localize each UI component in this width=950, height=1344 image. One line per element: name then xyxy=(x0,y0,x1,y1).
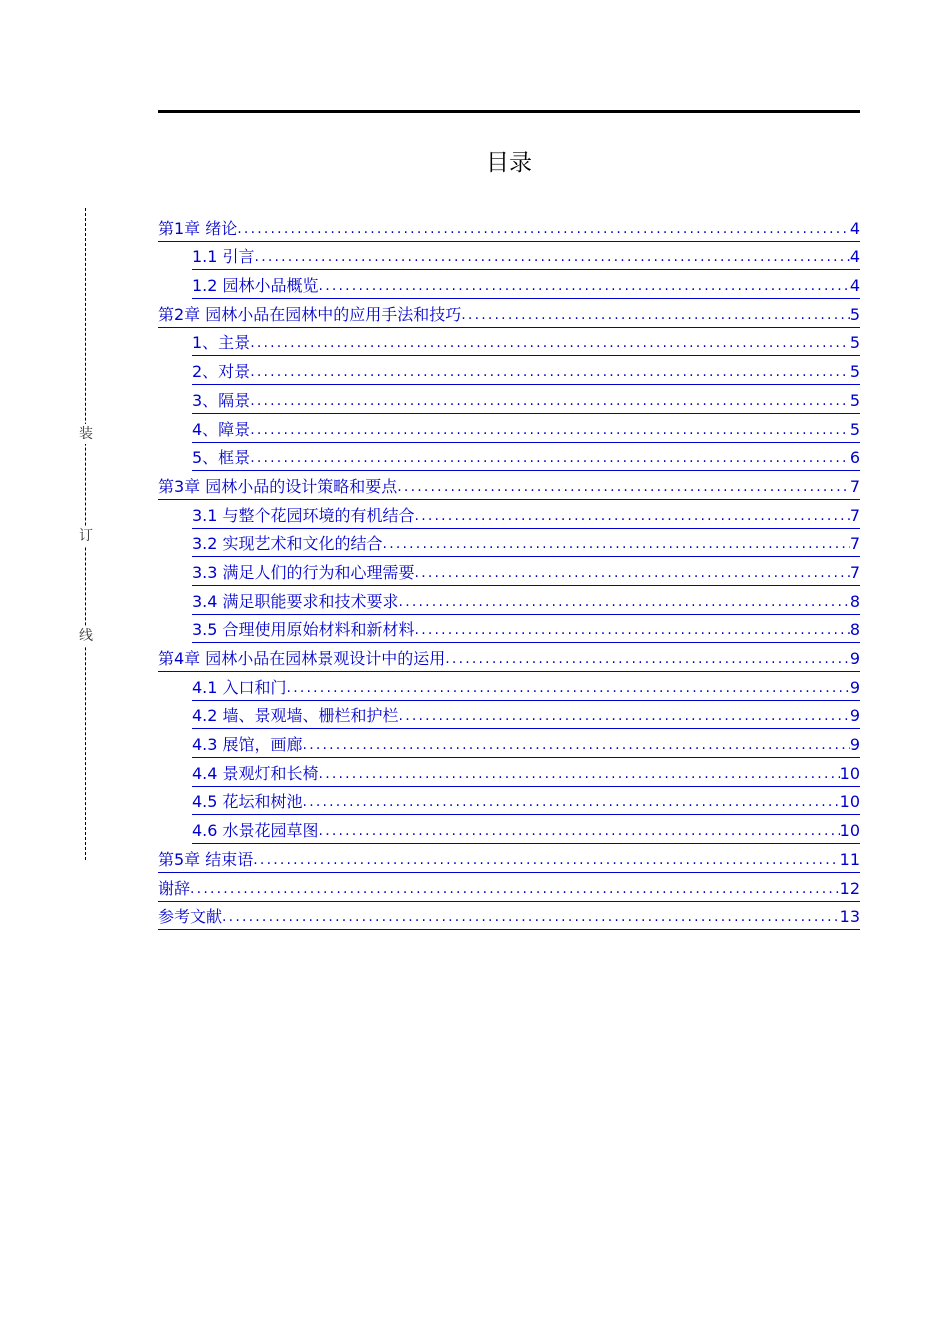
toc-dot-leader xyxy=(415,506,850,529)
toc-entry[interactable] xyxy=(158,356,860,385)
toc-dot-leader xyxy=(303,792,840,815)
toc-dot-leader xyxy=(399,592,850,615)
toc-entry[interactable] xyxy=(158,615,860,644)
toc-dot-leader xyxy=(250,420,850,443)
toc-entry[interactable] xyxy=(158,758,860,787)
toc-entry-label: 4.1 入口和门 xyxy=(192,678,287,701)
toc-entry-label: 4、障景 xyxy=(192,420,250,443)
binding-mark-ding: 订 xyxy=(74,526,98,546)
toc-page-number: 8 xyxy=(850,620,860,643)
toc-page-number: 9 xyxy=(850,706,860,729)
header-rule xyxy=(158,110,860,113)
toc-dot-leader xyxy=(397,477,850,500)
toc-dot-leader xyxy=(255,247,850,270)
toc-entry-label: 1、主景 xyxy=(192,333,250,356)
toc-entry[interactable] xyxy=(158,242,860,271)
toc-page-number: 7 xyxy=(850,534,860,557)
toc-entry[interactable] xyxy=(158,385,860,414)
toc-entry-label: 第5章 结束语 xyxy=(158,850,253,873)
toc-dot-leader xyxy=(319,764,840,787)
toc-dot-leader xyxy=(319,276,850,299)
toc-entry[interactable] xyxy=(158,557,860,586)
toc-dot-leader xyxy=(190,879,840,902)
toc-entry-label: 4.3 展馆，画廊 xyxy=(192,735,303,758)
binding-mark-xian: 线 xyxy=(74,626,98,646)
toc-page-number: 8 xyxy=(850,592,860,615)
toc-entry[interactable] xyxy=(158,844,860,873)
toc-page-number: 9 xyxy=(850,735,860,758)
toc-page-number: 11 xyxy=(840,850,860,873)
toc-entry[interactable] xyxy=(158,902,860,931)
toc-dot-leader xyxy=(319,821,840,844)
toc-dot-leader xyxy=(250,391,850,414)
toc-dot-leader xyxy=(250,333,850,356)
toc-entry-label: 4.4 景观灯和长椅 xyxy=(192,764,319,787)
toc-dot-leader xyxy=(222,907,840,930)
toc-entry-label: 3.4 满足职能要求和技术要求 xyxy=(192,592,399,615)
toc-page-number: 5 xyxy=(850,333,860,356)
toc-page-number: 6 xyxy=(850,448,860,471)
toc-entry[interactable] xyxy=(158,213,860,242)
toc-dot-leader xyxy=(287,678,850,701)
toc-entry-label: 4.6 水景花园草图 xyxy=(192,821,319,844)
toc-page-number: 4 xyxy=(850,219,860,242)
toc-page-number: 13 xyxy=(840,907,860,930)
toc-dot-leader xyxy=(250,362,850,385)
toc-page-number: 5 xyxy=(850,391,860,414)
toc-entry-label: 1.2 园林小品概览 xyxy=(192,276,319,299)
toc-entry[interactable] xyxy=(158,672,860,701)
toc-entry[interactable] xyxy=(158,815,860,844)
toc-dot-leader xyxy=(250,448,850,471)
toc-entry[interactable] xyxy=(158,529,860,558)
toc-dot-leader xyxy=(399,706,850,729)
toc-entry[interactable] xyxy=(158,643,860,672)
toc-entry-label: 第2章 园林小品在园林中的应用手法和技巧 xyxy=(158,305,461,328)
toc-dot-leader xyxy=(237,219,850,242)
toc-dot-leader xyxy=(383,534,850,557)
toc-page-number: 10 xyxy=(840,821,860,844)
toc-entry-label: 3.2 实现艺术和文化的结合 xyxy=(192,534,383,557)
toc-entry-label: 参考文献 xyxy=(158,907,222,930)
binding-margin xyxy=(72,208,100,860)
toc-entry-label: 谢辞 xyxy=(158,879,190,902)
toc-entry[interactable] xyxy=(158,328,860,357)
toc-entry-label: 第1章 绪论 xyxy=(158,219,237,242)
toc-dot-leader xyxy=(461,305,850,328)
toc-entry-label: 第4章 园林小品在园林景观设计中的运用 xyxy=(158,649,445,672)
toc-entry[interactable] xyxy=(158,586,860,615)
toc-dot-leader xyxy=(253,850,839,873)
toc-page-number: 7 xyxy=(850,506,860,529)
toc-entry-label: 4.5 花坛和树池 xyxy=(192,792,303,815)
toc-page-number: 5 xyxy=(850,420,860,443)
toc-page-number: 5 xyxy=(850,305,860,328)
toc-entry-label: 4.2 墙、景观墙、栅栏和护栏 xyxy=(192,706,399,729)
binding-mark-zhuang: 装 xyxy=(74,424,98,444)
toc-dot-leader xyxy=(415,563,850,586)
toc-entry-label: 1.1 引言 xyxy=(192,247,255,270)
toc-page-number: 4 xyxy=(850,247,860,270)
toc-entry[interactable] xyxy=(158,270,860,299)
toc-entry-label: 3、隔景 xyxy=(192,391,250,414)
toc-entry[interactable] xyxy=(158,873,860,902)
toc-page-number: 5 xyxy=(850,362,860,385)
toc-dot-leader xyxy=(415,620,850,643)
table-of-contents xyxy=(158,213,860,930)
toc-entry[interactable] xyxy=(158,701,860,730)
toc-page-number: 7 xyxy=(850,477,860,500)
toc-page-number: 10 xyxy=(840,764,860,787)
toc-page-number: 4 xyxy=(850,276,860,299)
page-title: 目录 xyxy=(486,150,532,176)
toc-entry-label: 5、框景 xyxy=(192,448,250,471)
toc-entry-label: 3.1 与整个花园环境的有机结合 xyxy=(192,506,415,529)
toc-page-number: 12 xyxy=(840,879,860,902)
toc-dot-leader xyxy=(303,735,850,758)
toc-page-number: 7 xyxy=(850,563,860,586)
toc-entry[interactable] xyxy=(158,729,860,758)
toc-entry-label: 3.3 满足人们的行为和心理需要 xyxy=(192,563,415,586)
toc-entry[interactable] xyxy=(158,299,860,328)
toc-entry-label: 3.5 合理使用原始材料和新材料 xyxy=(192,620,415,643)
toc-entry[interactable] xyxy=(158,500,860,529)
toc-entry[interactable] xyxy=(158,787,860,816)
toc-entry-label: 第3章 园林小品的设计策略和要点 xyxy=(158,477,397,500)
toc-page-number: 9 xyxy=(850,649,860,672)
toc-entry[interactable] xyxy=(158,471,860,500)
toc-entry[interactable] xyxy=(158,443,860,472)
toc-entry-label: 2、对景 xyxy=(192,362,250,385)
toc-entry[interactable] xyxy=(158,414,860,443)
toc-page-number: 10 xyxy=(840,792,860,815)
toc-page-number: 9 xyxy=(850,678,860,701)
toc-dot-leader xyxy=(445,649,850,672)
